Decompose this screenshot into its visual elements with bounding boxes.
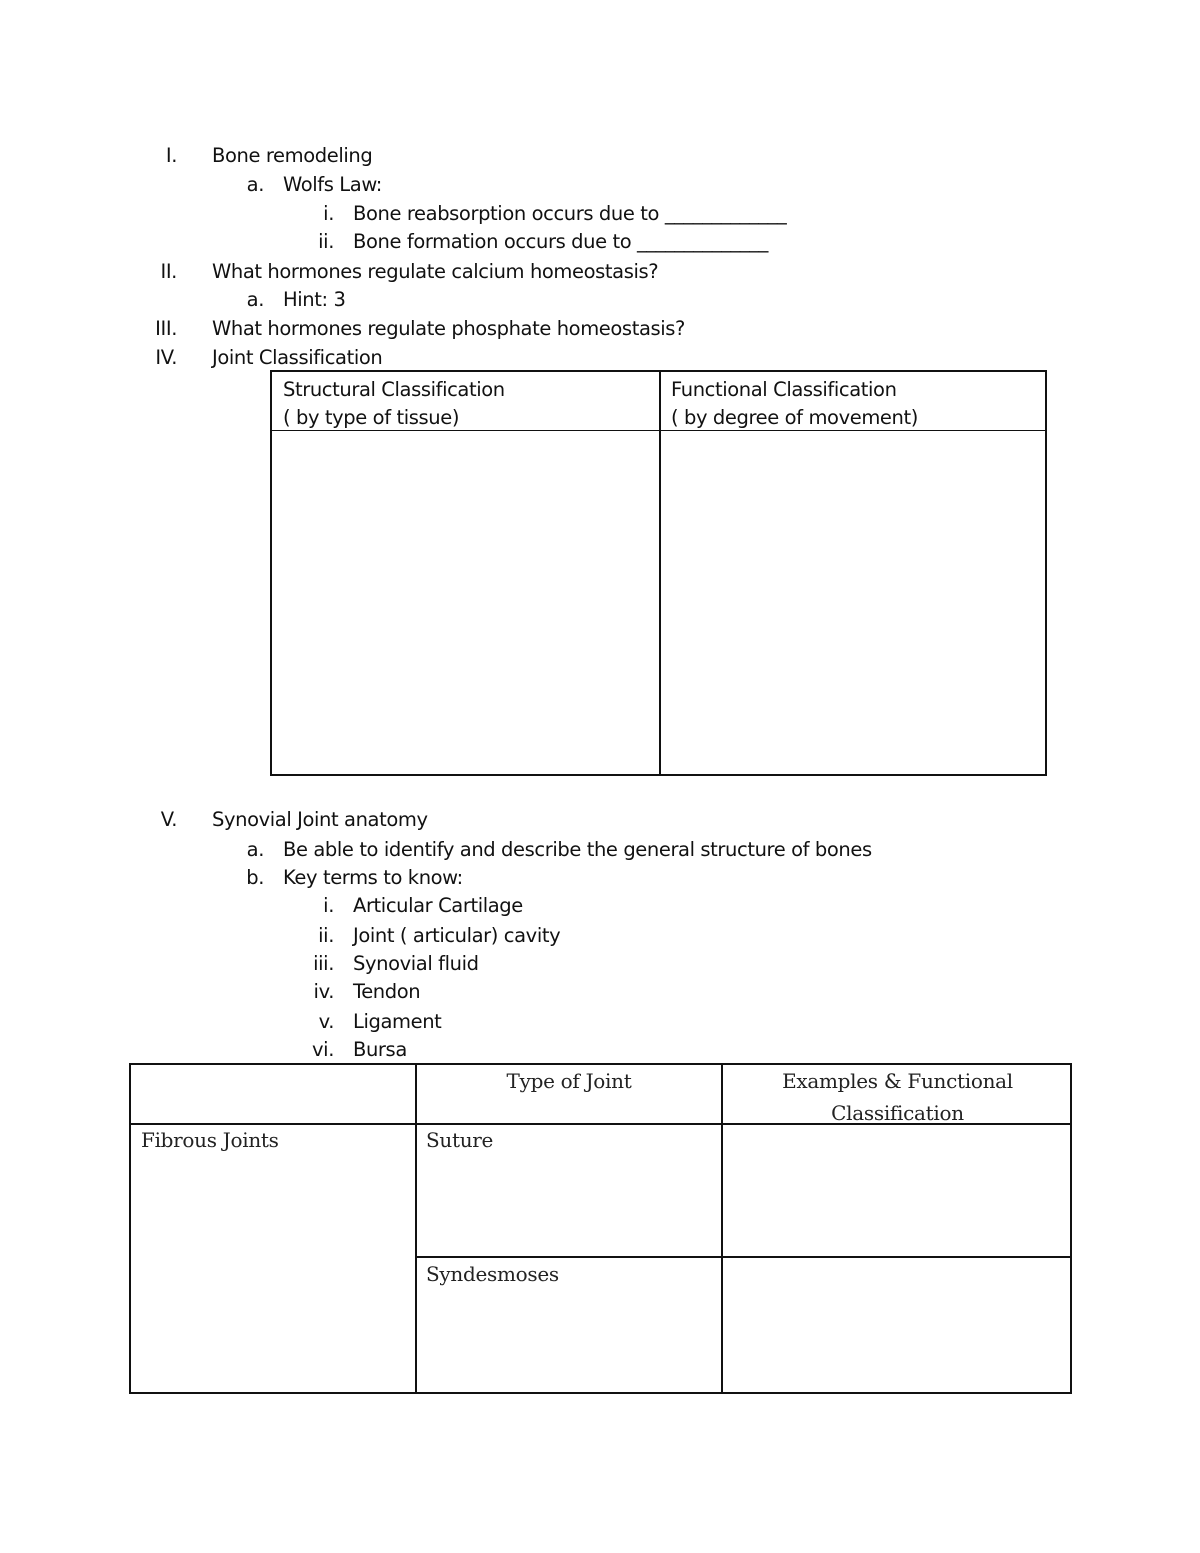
section-heading: What hormones regulate calcium homeostasis? <box>212 260 659 283</box>
section-heading: What hormones regulate phosphate homeostasis? <box>212 317 685 340</box>
table-divider <box>415 1065 417 1392</box>
outline-number: ii. <box>318 230 334 253</box>
syndesmoses-examples-cell[interactable] <box>723 1258 1072 1392</box>
key-term: Synovial fluid <box>353 952 479 975</box>
key-term: Tendon <box>353 980 421 1003</box>
fibrous-joints-table <box>129 1063 1072 1394</box>
section-heading: Joint Classification <box>212 346 383 369</box>
outline-number: I. <box>165 144 177 167</box>
section-heading: Synovial Joint anatomy <box>212 808 428 831</box>
key-term: Joint ( articular) cavity <box>353 924 561 947</box>
column-title: Functional Classification <box>671 378 897 401</box>
key-term: Ligament <box>353 1010 442 1033</box>
fill-in-blank-item: Bone reabsorption occurs due to _____________ <box>353 202 787 225</box>
key-term: Bursa <box>353 1038 407 1061</box>
functional-answer-cell[interactable] <box>661 431 1045 774</box>
column-subtitle: ( by degree of movement) <box>671 406 918 429</box>
outline-item: Be able to identify and describe the general structure of bones <box>283 838 872 861</box>
type-of-joint-header: Type of Joint <box>506 1069 632 1093</box>
outline-item: Wolfs Law: <box>283 173 382 196</box>
section-heading: Bone remodeling <box>212 144 373 167</box>
outline-number: i. <box>323 202 334 225</box>
structural-classification-header <box>283 376 505 432</box>
examples-header <box>723 1065 1072 1129</box>
outline-number: a. <box>246 288 264 311</box>
outline-number: a. <box>246 173 264 196</box>
outline-item: Key terms to know: <box>283 866 463 889</box>
outline-number: i. <box>323 894 334 917</box>
outline-number: IV. <box>155 346 177 369</box>
outline-number: iv. <box>313 980 334 1003</box>
functional-classification-header <box>671 376 918 432</box>
outline-number: V. <box>160 808 177 831</box>
outline-number: v. <box>318 1010 334 1033</box>
fill-in-blank-item: Bone formation occurs due to ______________ <box>353 230 768 253</box>
joint-classification-table <box>270 370 1047 776</box>
structural-answer-cell[interactable] <box>272 431 659 774</box>
fibrous-joints-label: Fibrous Joints <box>141 1128 279 1152</box>
outline-number: III. <box>155 317 177 340</box>
column-title: Structural Classification <box>283 378 505 401</box>
suture-examples-cell[interactable] <box>723 1125 1072 1256</box>
outline-number: b. <box>246 866 264 889</box>
syndesmoses-label: Syndesmoses <box>426 1262 559 1286</box>
outline-number: iii. <box>313 952 334 975</box>
outline-item: Hint: 3 <box>283 288 346 311</box>
column-subtitle: ( by type of tissue) <box>283 406 460 429</box>
outline-number: a. <box>246 838 264 861</box>
suture-label: Suture <box>426 1128 494 1152</box>
outline-number: vi. <box>312 1038 334 1061</box>
key-term: Articular Cartilage <box>353 894 523 917</box>
outline-number: II. <box>160 260 177 283</box>
outline-number: ii. <box>318 924 334 947</box>
header-line: Examples & Functional <box>782 1069 1013 1093</box>
header-line: Classification <box>831 1101 964 1125</box>
